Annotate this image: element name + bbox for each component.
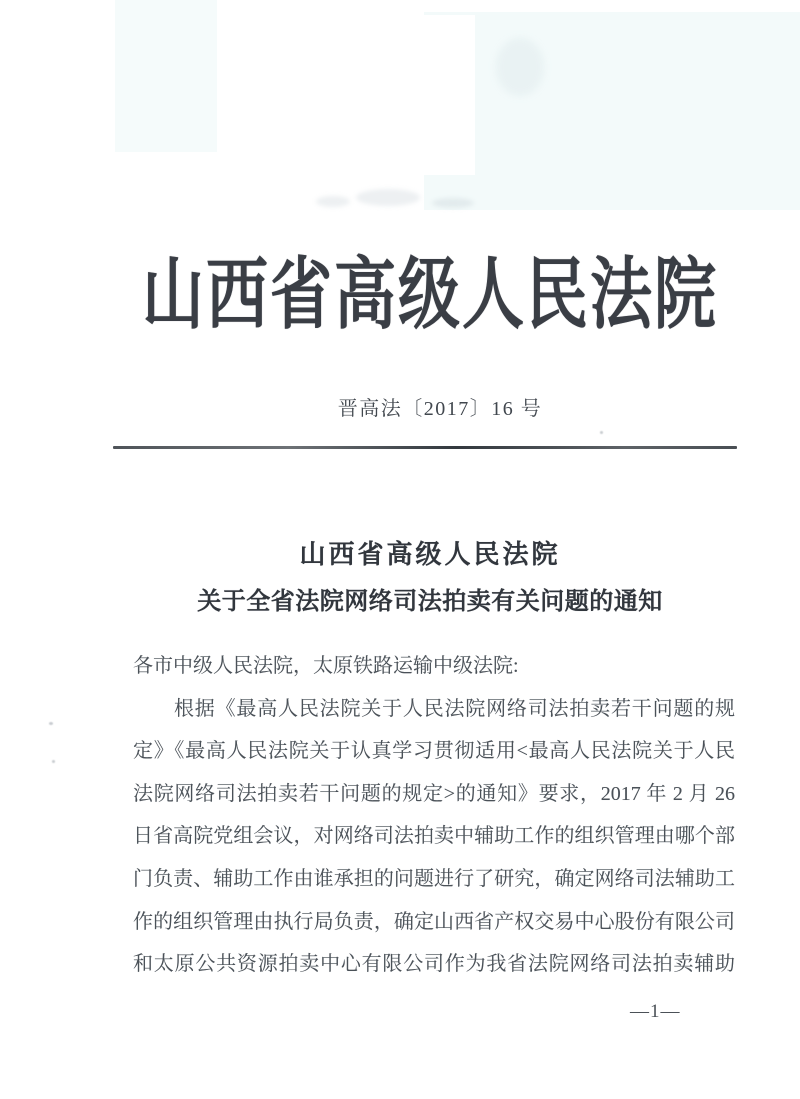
body-line: 作的组织管理由执行局负责，确定山西省产权交易中心股份有限公司 [133,910,735,933]
scan-speck [52,760,55,763]
body-line: 和太原公共资源拍卖中心有限公司作为我省法院网络司法拍卖辅助 [133,953,735,976]
body-line: 法院网络司法拍卖若干问题的规定>的通知》要求，2017 年 2 月 26 [133,782,735,805]
letterhead-divider-rule [113,446,737,449]
salutation-line: 各市中级人民法院，太原铁路运输中级法院: [133,655,519,677]
scan-speck [49,722,53,725]
document-content [60,0,800,1099]
notice-title [60,534,800,616]
notice-title-line2: 关于全省法院网络司法拍卖有关问题的通知 [197,589,663,615]
letterhead-court-name: 山西省高级人民法院 [141,252,718,339]
document-number: 晋高法〔2017〕16 号 [337,398,543,420]
notice-body [133,645,735,986]
page-number: —1— [630,1001,681,1022]
body-line: 门负责、辅助工作由谁承担的问题进行了研究，确定网络司法辅助工 [133,867,735,890]
notice-title-line1: 山西省高级人民法院 [299,540,561,569]
body-line: 日省高院党组会议，对网络司法拍卖中辅助工作的组织管理由哪个部 [133,825,735,848]
body-line: 根据《最高人民法院关于人民法院网络司法拍卖若干问题的规 [174,697,735,720]
body-line: 定》《最高人民法院关于认真学习贯彻适用<最高人民法院关于人民 [133,740,735,763]
